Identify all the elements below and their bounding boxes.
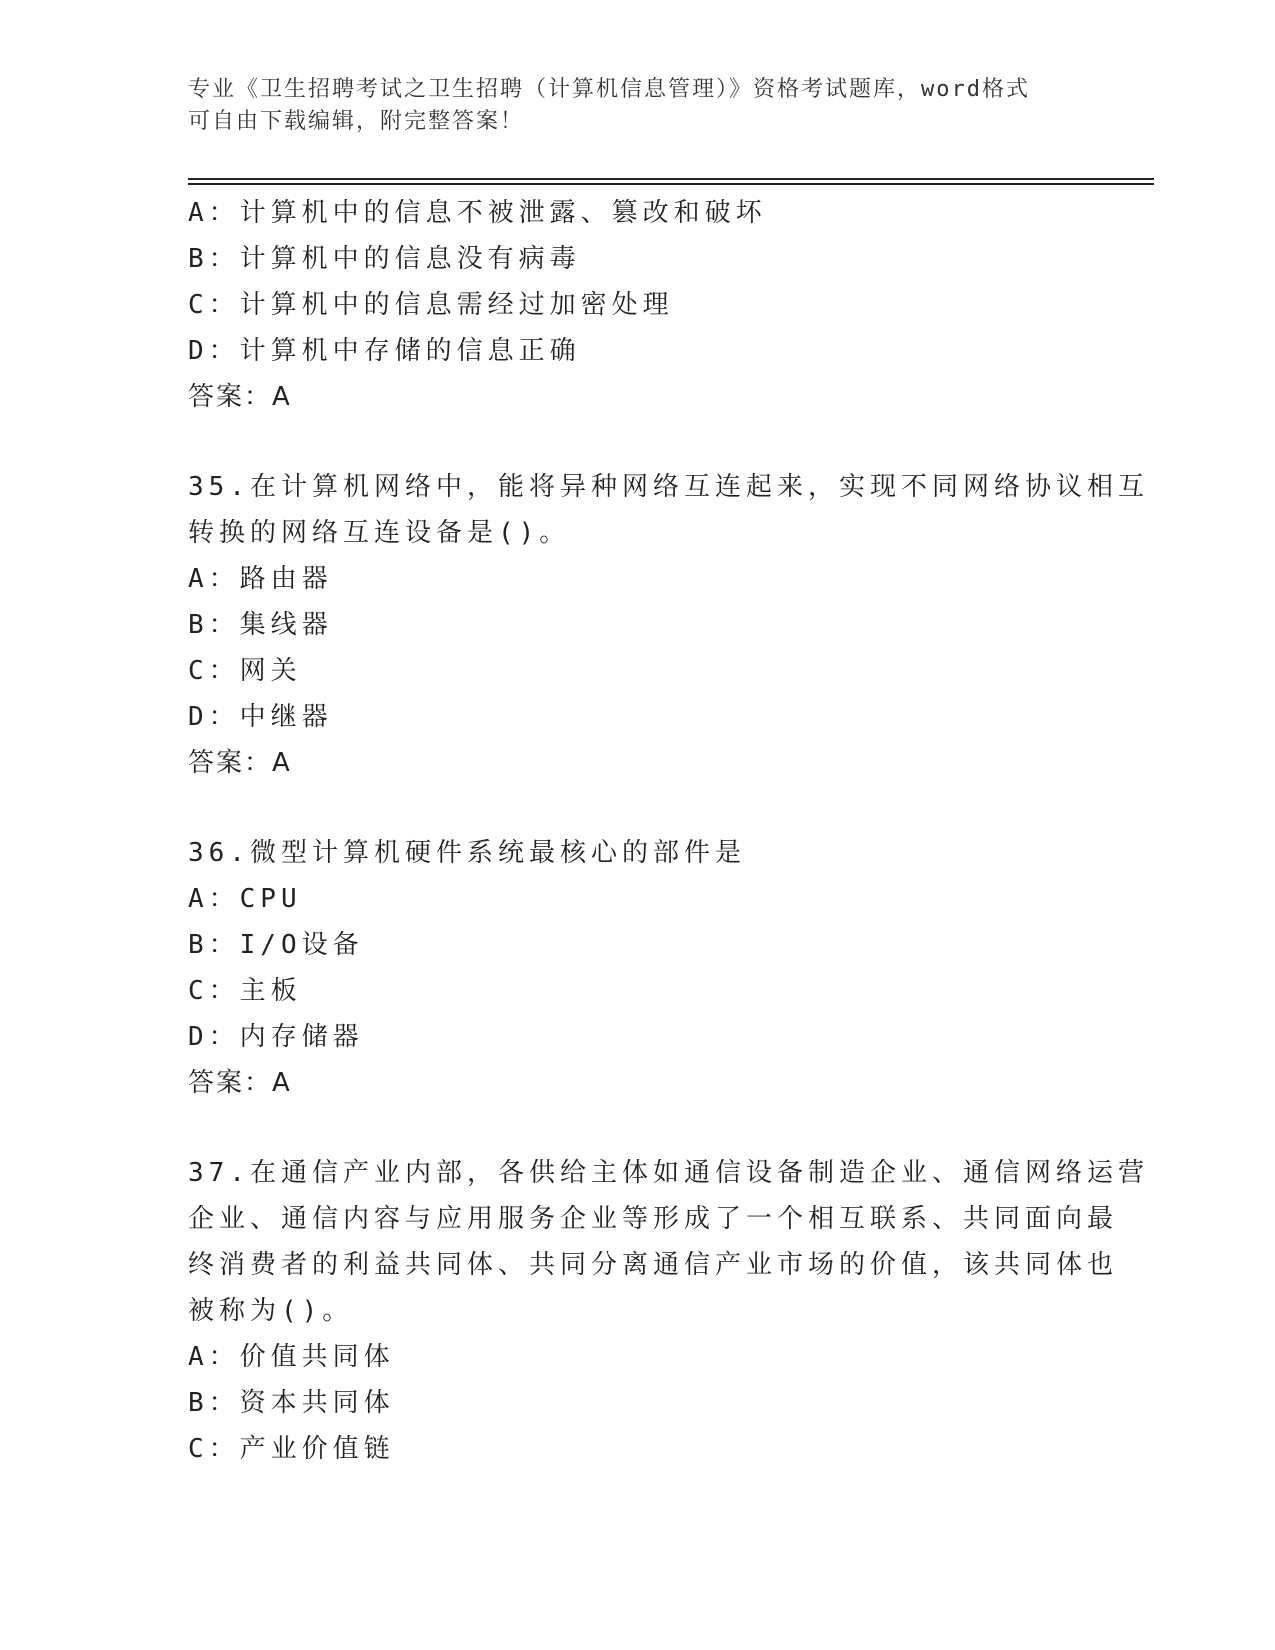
question-34: [188, 190, 1088, 420]
option-a: A：路由器: [188, 564, 333, 594]
option-d: D：计算机中存储的信息正确: [188, 336, 581, 366]
option-a: A：计算机中的信息不被泄露、篡改和破坏: [188, 198, 767, 228]
header-divider-bottom: [188, 183, 1154, 185]
answer-line: 答案：A: [188, 1068, 292, 1098]
option-c: C：主板: [188, 976, 302, 1006]
question-stem-line: 35.在计算机网络中，能将异种网络互连起来，实现不同网络协议相互: [188, 472, 1149, 502]
option-c: C：计算机中的信息需经过加密处理: [188, 290, 674, 320]
question-36: [188, 830, 1088, 1106]
question-stem-line: 转换的网络互连设备是()。: [188, 518, 571, 548]
option-b: B：集线器: [188, 610, 333, 640]
header-divider-top: [188, 178, 1154, 180]
spacer: [188, 1106, 1088, 1150]
question-stem-line: 37.在通信产业内部，各供给主体如通信设备制造企业、通信网络运营: [188, 1158, 1149, 1188]
answer-line: 答案：A: [188, 382, 292, 412]
question-37: [188, 1150, 1149, 1472]
option-b: B：计算机中的信息没有病毒: [188, 244, 581, 274]
document-header: [188, 74, 1088, 138]
spacer: [188, 786, 1088, 830]
option-d: D：内存储器: [188, 1022, 364, 1052]
spacer: [188, 420, 1088, 464]
header-line-2: 可自由下载编辑，附完整答案！: [188, 109, 525, 134]
option-c: C：产业价值链: [188, 1434, 395, 1464]
answer-line: 答案：A: [188, 748, 292, 778]
question-stem-line: 企业、通信内容与应用服务企业等形成了一个相互联系、共同面向最: [188, 1204, 1119, 1234]
option-b: B：I/O设备: [188, 930, 364, 960]
option-c: C：网关: [188, 656, 302, 686]
option-a: A：价值共同体: [188, 1342, 395, 1372]
question-stem-line: 终消费者的利益共同体、共同分离通信产业市场的价值，该共同体也: [188, 1250, 1119, 1280]
option-a: A：CPU: [188, 884, 302, 914]
option-d: D：中继器: [188, 702, 333, 732]
question-list: [188, 190, 1149, 1472]
option-b: B：资本共同体: [188, 1388, 395, 1418]
header-line-1: 专业《卫生招聘考试之卫生招聘（计算机信息管理）》资格考试题库，word格式: [188, 77, 1030, 102]
question-35: [188, 464, 1149, 786]
question-stem-line: 36.微型计算机硬件系统最核心的部件是: [188, 838, 746, 868]
question-stem-line: 被称为()。: [188, 1296, 354, 1326]
